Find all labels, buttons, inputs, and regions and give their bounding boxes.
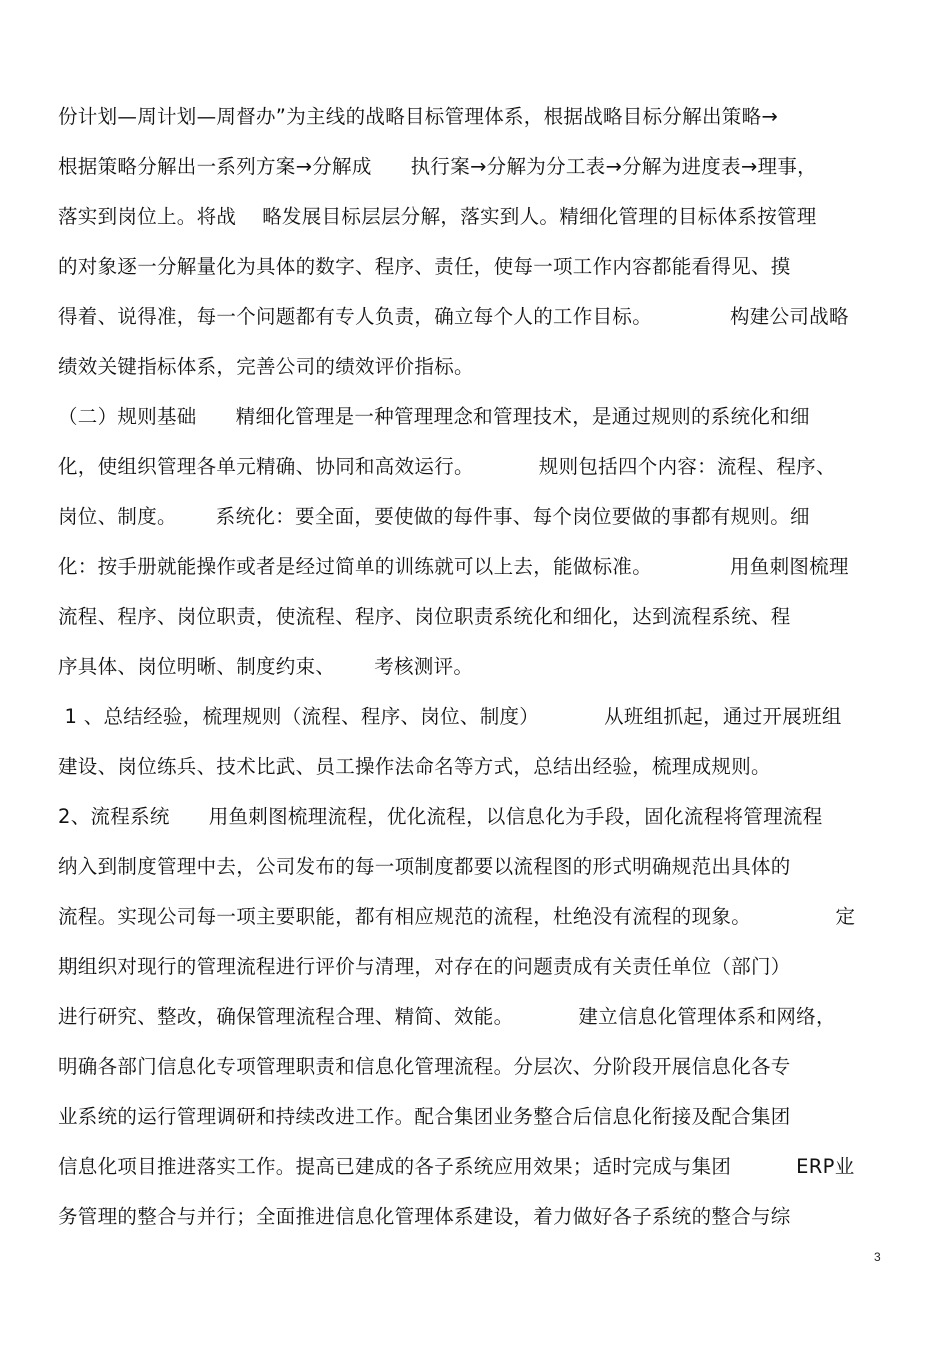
text-line: 序具体、岗位明晰、制度约束、 考核测评。 [58, 655, 474, 678]
text-line: 纳入到制度管理中去，公司发布的每一项制度都要以流程图的形式明确规范出具体的 [58, 855, 791, 878]
text-line: 份计划—周计划—周督办”为主线的战略目标管理体系，根据战略目标分解出策略→ [58, 105, 779, 128]
text-line: 信息化项目推进落实工作。提高已建成的各子系统应用效果；适时完成与集团 ERP业 [58, 1155, 855, 1178]
numbered-item-line: 2、流程系统 用鱼刺图梳理流程，优化流程，以信息化为手段，固化流程将管理流程 [58, 805, 823, 828]
text-line: 化，使组织管理各单元精确、协同和高效运行。 规则包括四个内容：流程、程序、 [58, 455, 836, 478]
text-line: 流程。实现公司每一项主要职能，都有相应规范的流程，杜绝没有流程的现象。 定 [58, 905, 856, 928]
text-line: 落实到岗位上。将战 略发展目标层层分解，落实到人。精细化管理的目标体系按管理 [58, 205, 817, 228]
text-line: 得着、说得准，每一个问题都有专人负责，确立每个人的工作目标。 构建公司战略 [58, 305, 849, 328]
text-line: 期组织对现行的管理流程进行评价与清理，对存在的问题责成有关责任单位（部门） [58, 955, 791, 978]
text-line: 岗位、制度。 系统化：要全面，要使做的每件事、每个岗位要做的事都有规则。细 [58, 505, 810, 528]
text-line: 明确各部门信息化专项管理职责和信息化管理流程。分层次、分阶段开展信息化各专 [58, 1055, 791, 1078]
text-line: 建设、岗位练兵、技术比武、员工操作法命名等方式，总结出经验，梳理成规则。 [58, 755, 771, 778]
text-line: 务管理的整合与并行；全面推进信息化管理体系建设，着力做好各子系统的整合与综 [58, 1205, 791, 1228]
text-line: 业系统的运行管理调研和持续改进工作。配合集团业务整合后信息化衔接及配合集团 [58, 1105, 791, 1128]
text-line: 的对象逐一分解量化为具体的数字、程序、责任，使每一项工作内容都能看得见、摸 [58, 255, 791, 278]
text-line: 化：按手册就能操作或者是经过简单的训练就可以上去，能做标准。 用鱼刺图梳理 [58, 555, 849, 578]
numbered-item-line: 1 、总结经验，梳理规则（流程、程序、岗位、制度） 从班组抓起，通过开展班组 [58, 705, 842, 728]
text-line: 根据策略分解出一系列方案→分解成 执行案→分解为分工表→分解为进度表→理事， [58, 155, 817, 178]
text-line: 进行研究、整改，确保管理流程合理、精简、效能。 建立信息化管理体系和网络， [58, 1005, 836, 1028]
text-line: 流程、程序、岗位职责，使流程、程序、岗位职责系统化和细化，达到流程系统、程 [58, 605, 791, 628]
section-heading-line: （二）规则基础 精细化管理是一种管理理念和管理技术，是通过规则的系统化和细 [58, 405, 810, 428]
text-line: 绩效关键指标体系，完善公司的绩效评价指标。 [58, 355, 474, 378]
page-number: 3 [874, 1250, 881, 1264]
